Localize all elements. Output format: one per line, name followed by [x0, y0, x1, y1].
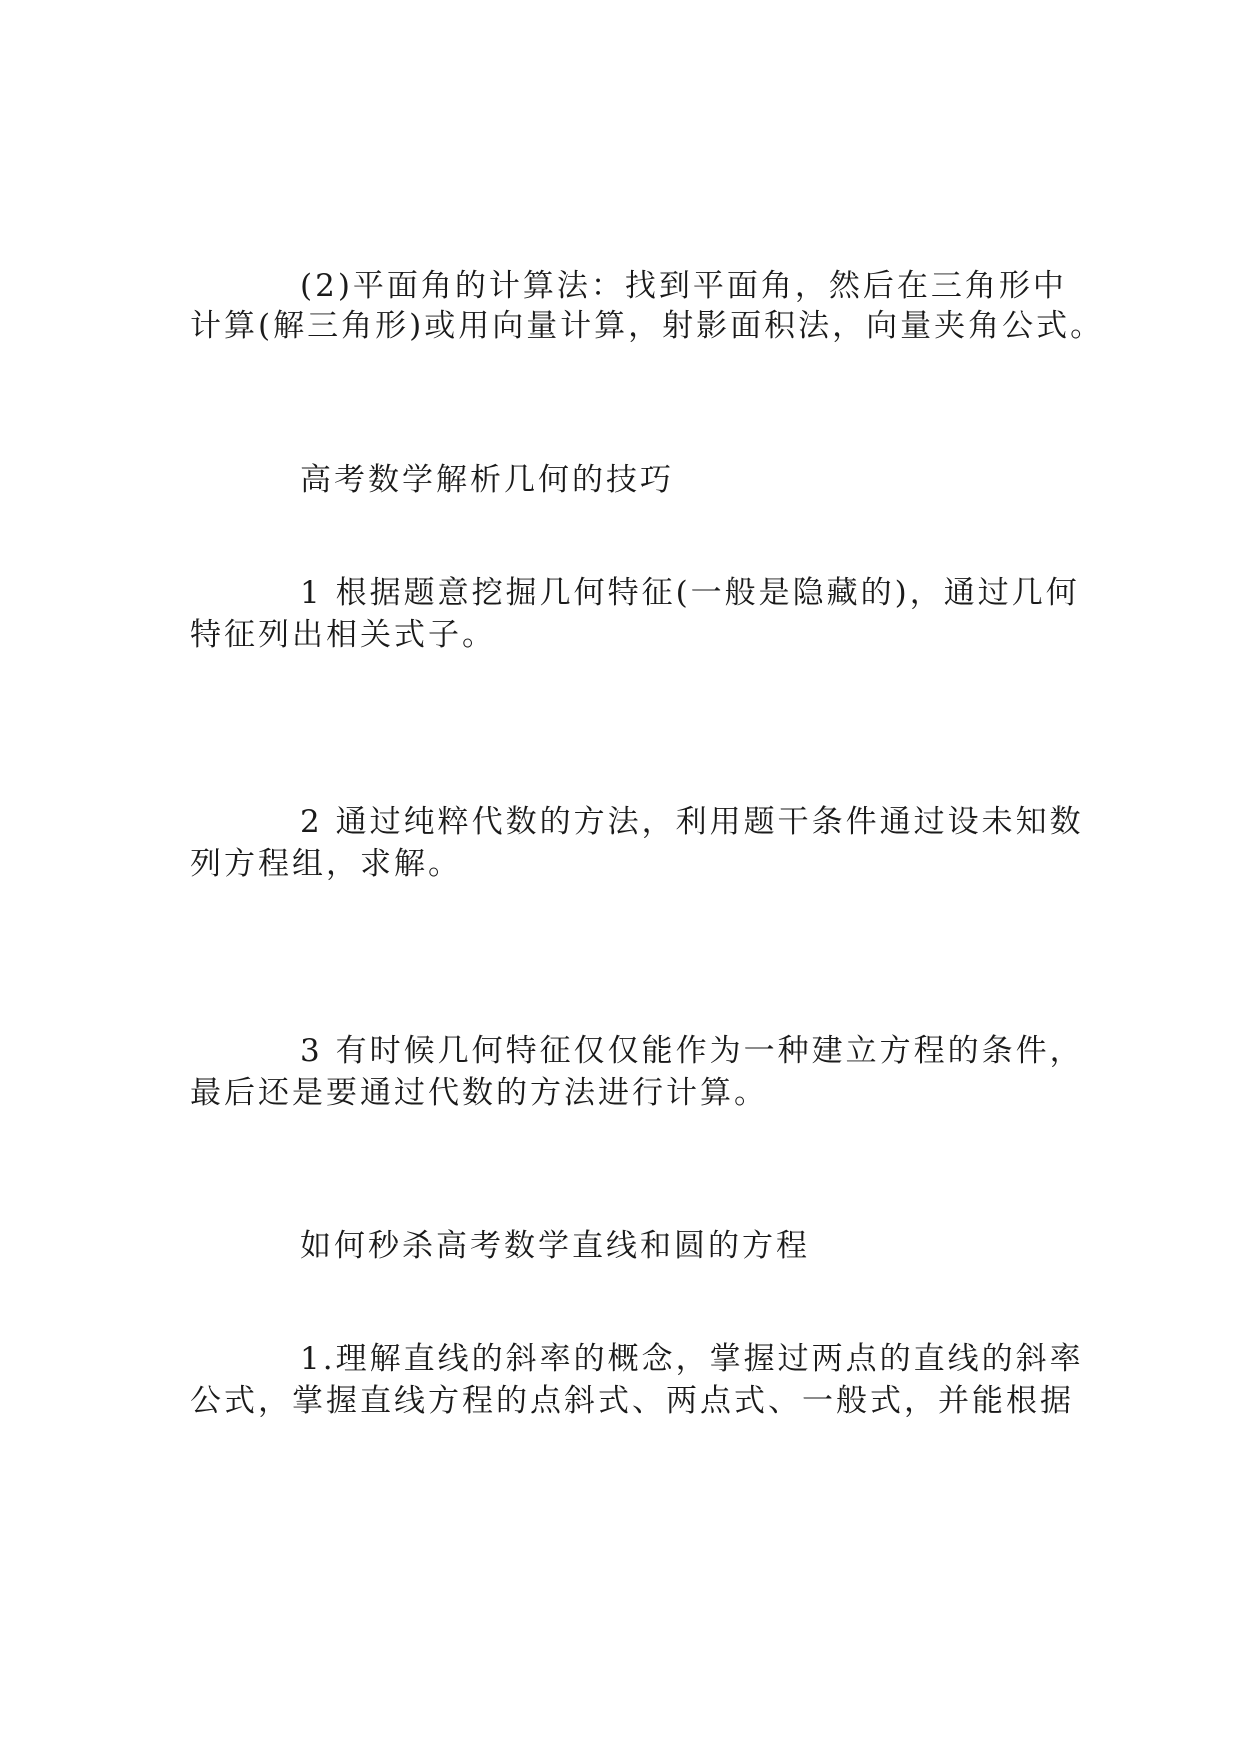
tip-2-line-2: 列方程组，求解。: [190, 846, 462, 882]
tip-1-line-1: 1 根据题意挖掘几何特征(一般是隐藏的)，通过几何: [300, 575, 1080, 611]
item-1-line-1: 1.理解直线的斜率的概念，掌握过两点的直线的斜率: [300, 1341, 1084, 1377]
tip-3-line-2: 最后还是要通过代数的方法进行计算。: [190, 1075, 768, 1111]
tip-1-line-2: 特征列出相关式子。: [190, 617, 496, 653]
item-1-line-2: 公式，掌握直线方程的点斜式、两点式、一般式，并能根据: [190, 1383, 1074, 1419]
paragraph-plane-angle-line-1: (2)平面角的计算法：找到平面角，然后在三角形中: [300, 268, 1067, 304]
tip-2-line-1: 2 通过纯粹代数的方法，利用题干条件通过设未知数: [300, 804, 1084, 840]
paragraph-plane-angle-line-2: 计算(解三角形)或用向量计算，射影面积法，向量夹角公式。: [190, 308, 1105, 344]
tip-3-line-1: 3 有时候几何特征仅仅能作为一种建立方程的条件，: [300, 1033, 1084, 1069]
heading-line-circle: 如何秒杀高考数学直线和圆的方程: [300, 1228, 810, 1264]
heading-analytic-geometry: 高考数学解析几何的技巧: [300, 462, 674, 498]
